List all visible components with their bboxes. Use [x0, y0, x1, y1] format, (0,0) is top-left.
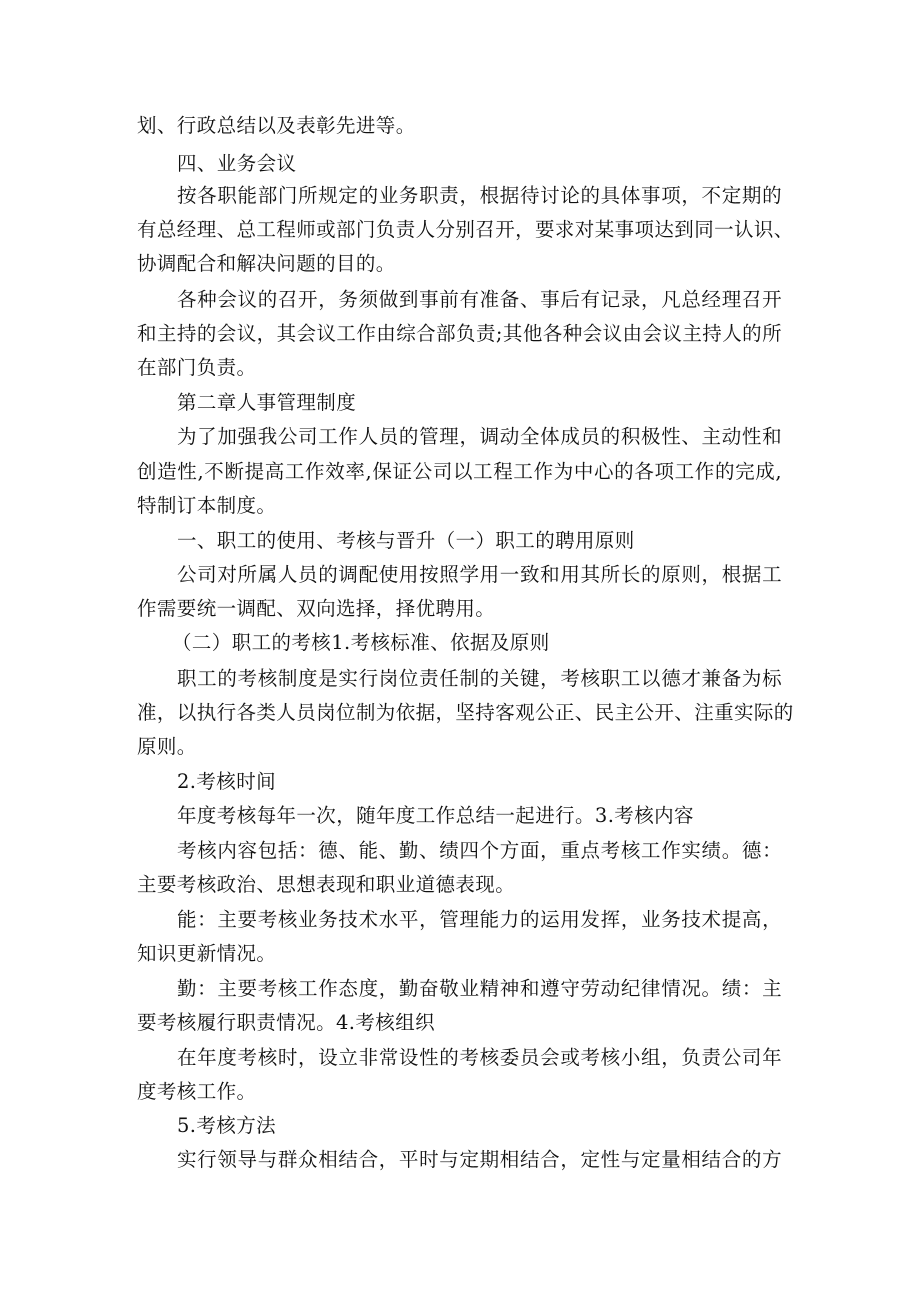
text-line-17: 职工的考核制度是实行岗位责任制的关键，考核职工以德才兼备为标 — [177, 667, 782, 690]
text-line-27: 要考核履行职责情况。4.考核组织 — [137, 1011, 436, 1034]
text-line-7: 和主持的会议，其会议工作由综合部负责;其他各种会议由会议主持人的所 — [137, 322, 782, 345]
text-line-11: 创造性,不断提高工作效率,保证公司以工程工作为中心的各项工作的完成, — [137, 460, 782, 483]
text-line-10: 为了加强我公司工作人员的管理，调动全体成员的积极性、主动性和 — [177, 425, 782, 448]
text-line-22: 考核内容包括：德、能、勤、绩四个方面，重点考核工作实绩。德： — [177, 839, 782, 862]
text-line-4: 有总经理、总工程师或部门负责人分别召开，要求对某事项达到同一认识、 — [137, 218, 794, 241]
text-line-21: 年度考核每年一次，随年度工作总结一起进行。3.考核内容 — [177, 804, 694, 827]
text-line-28: 在年度考核时，设立非常设性的考核委员会或考核小组，负责公司年 — [177, 1046, 782, 1069]
item-heading-assessment-method: 5.考核方法 — [177, 1114, 277, 1137]
text-line-15: 作需要统一调配、双向选择，择优聘用。 — [137, 597, 496, 620]
text-line-23: 主要考核政治、思想表现和职业道德表现。 — [137, 873, 516, 896]
text-line-14: 公司对所属人员的调配使用按照学用一致和用其所长的原则，根据工 — [177, 563, 782, 586]
item-heading-assessment-time: 2.考核时间 — [177, 770, 277, 793]
text-line-24: 能：主要考核业务技术水平，管理能力的运用发挥，业务技术提高， — [177, 908, 782, 931]
text-line-5: 协调配合和解决问题的目的。 — [137, 252, 396, 275]
text-line-3: 按各职能部门所规定的业务职责，根据待讨论的具体事项，不定期的 — [177, 184, 782, 207]
text-line-29: 度考核工作。 — [137, 1080, 257, 1103]
chapter-heading-personnel: 第二章人事管理制度 — [177, 391, 357, 414]
subsection-heading-assessment: （二）职工的考核1.考核标准、依据及原则 — [172, 631, 550, 654]
text-line-8: 在部门负责。 — [137, 356, 257, 379]
text-line-26: 勤：主要考核工作态度，勤奋敬业精神和遵守劳动纪律情况。绩：主 — [177, 977, 782, 1000]
text-line-25: 知识更新情况。 — [137, 942, 277, 965]
text-line-31: 实行领导与群众相结合，平时与定期相结合，定性与定量相结合的方 — [177, 1148, 782, 1171]
section-heading-employee-use: 一、职工的使用、考核与晋升（一）职工的聘用原则 — [177, 529, 635, 552]
text-line-6: 各种会议的召开，务须做到事前有准备、事后有记录，凡总经理召开 — [177, 288, 782, 311]
text-line-18: 准，以执行各类人员岗位制为依据，坚持客观公正、民主公开、注重实际的 — [137, 701, 794, 724]
text-line-1: 划、行政总结以及表彰先进等。 — [137, 114, 416, 137]
text-line-12: 特制订本制度。 — [137, 494, 277, 517]
section-heading-business-meetings: 四、业务会议 — [177, 152, 297, 175]
text-line-19: 原则。 — [137, 735, 197, 758]
